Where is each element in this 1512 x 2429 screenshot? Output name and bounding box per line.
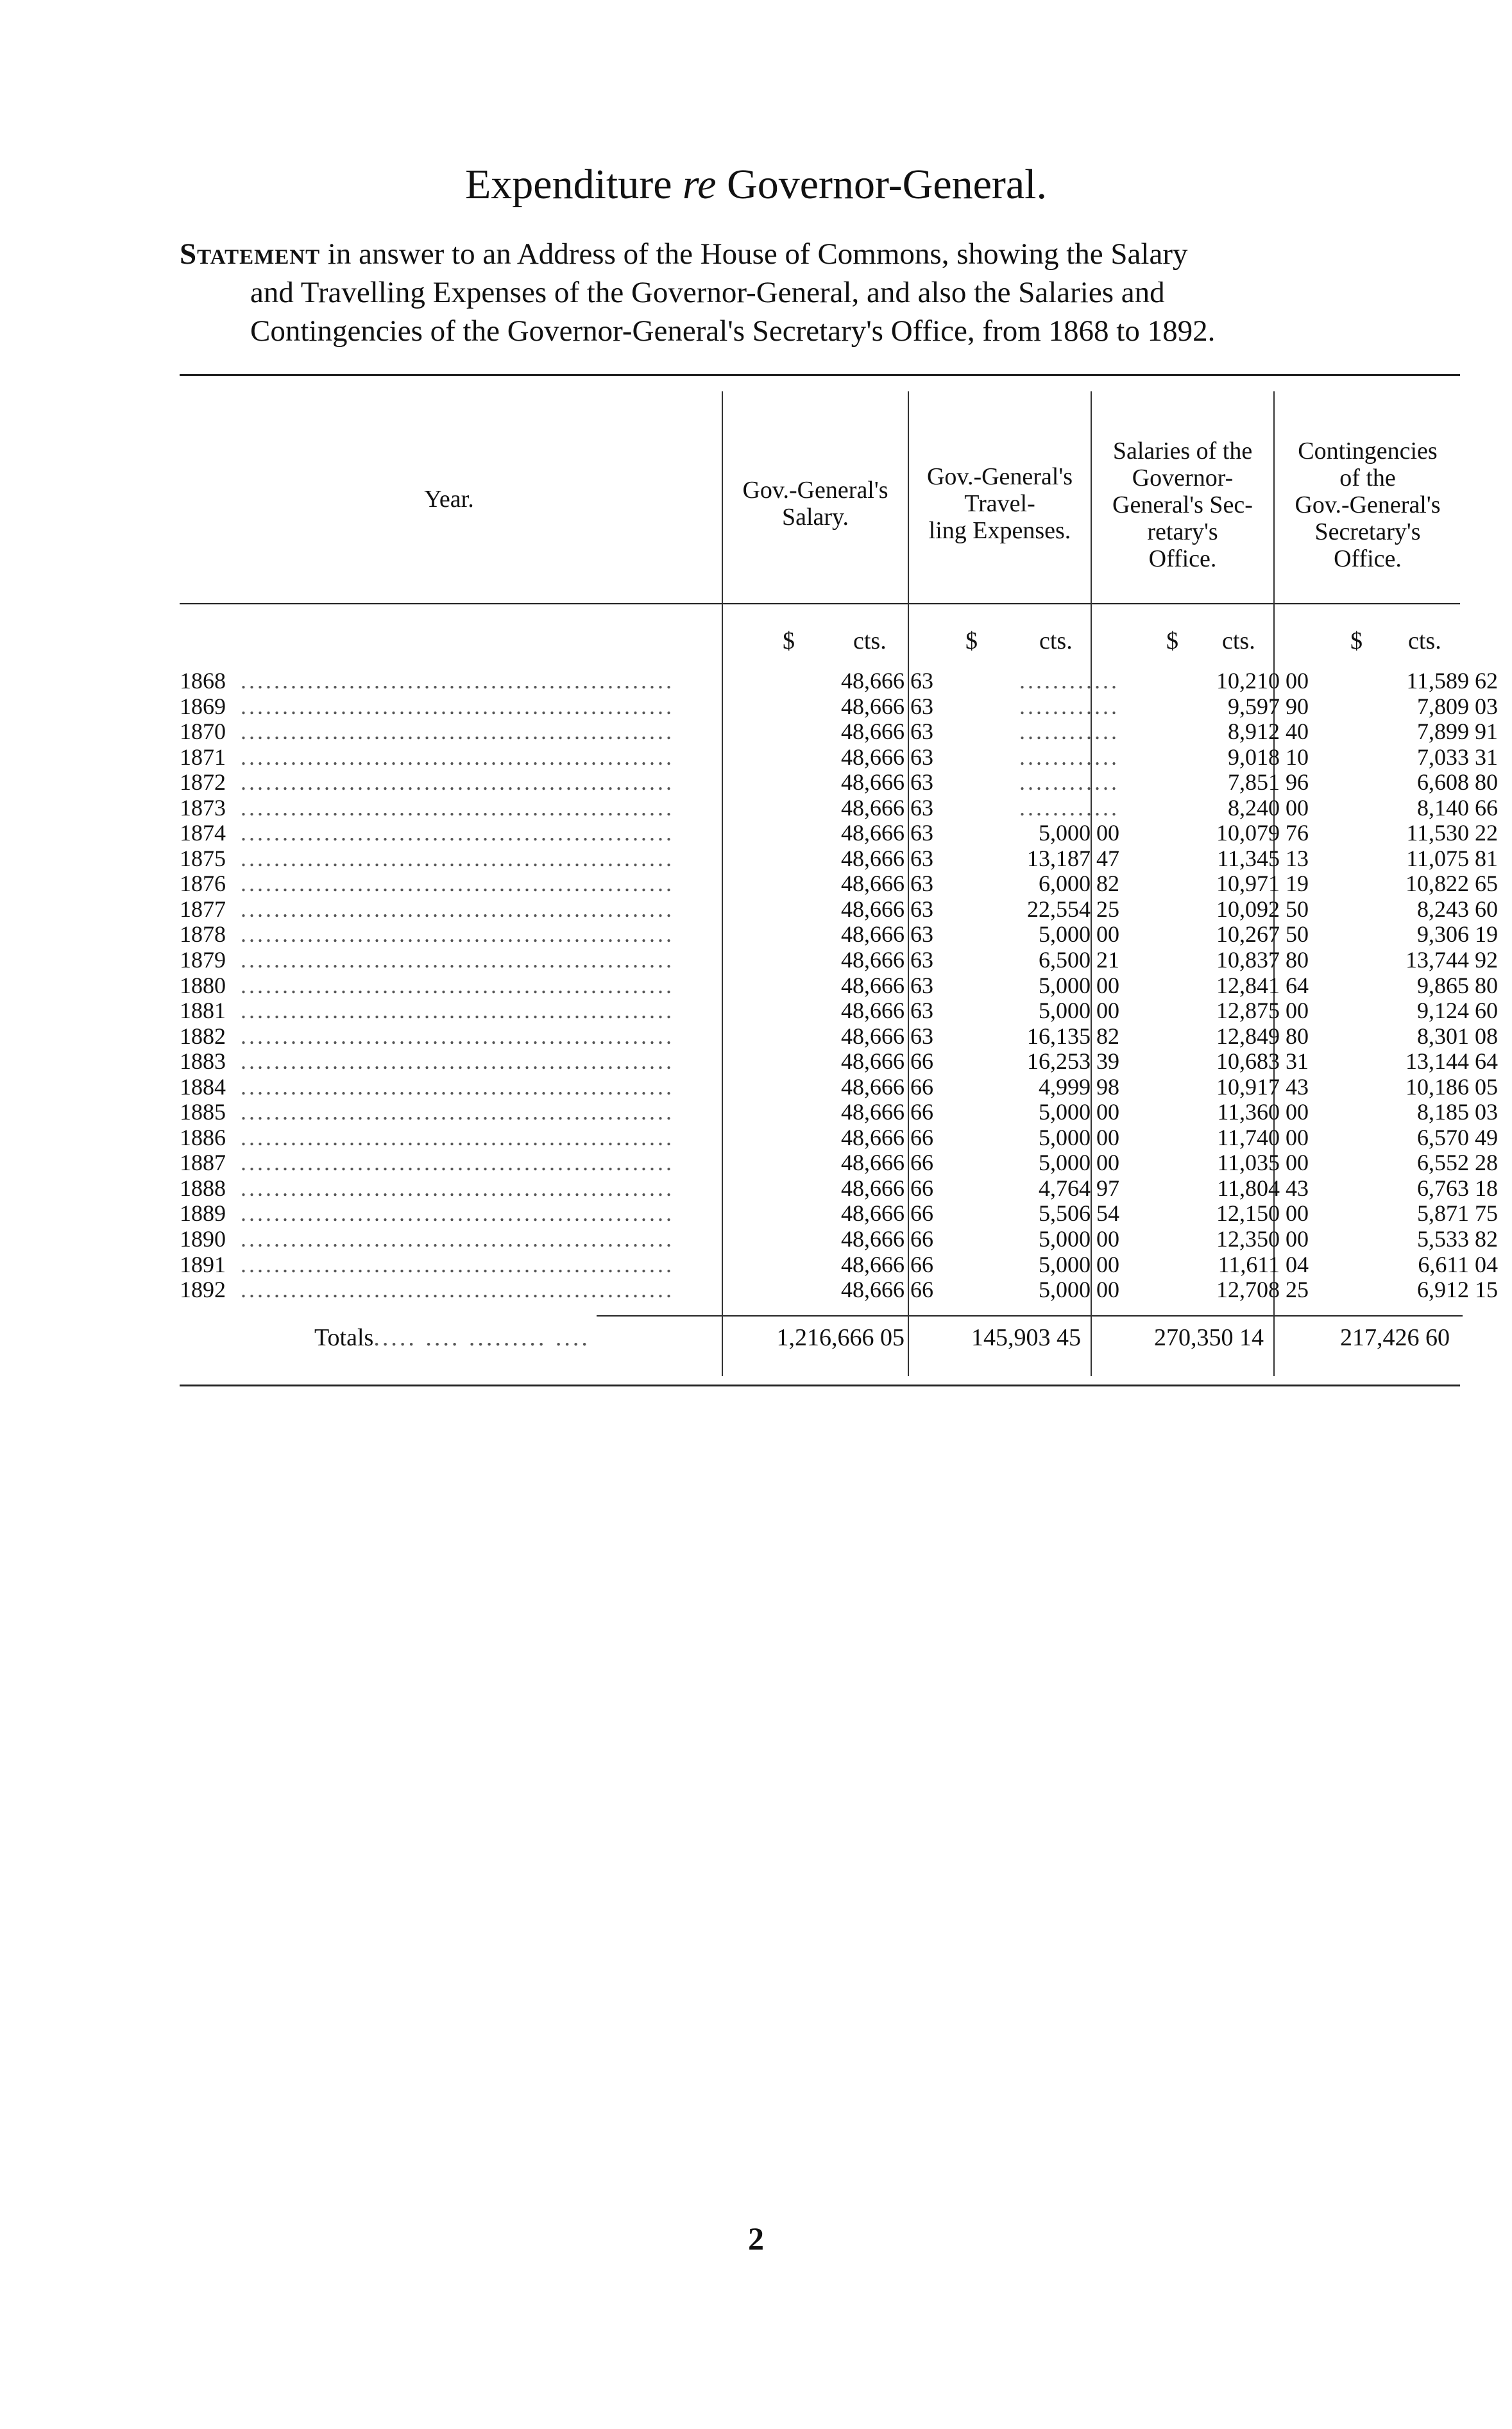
row-leader: ....................................................	[241, 719, 674, 745]
row-contingencies: 9,306 19	[1417, 921, 1498, 948]
table-row	[180, 1124, 1498, 1151]
table-row	[180, 1251, 1498, 1278]
row-travel: 6,500 21	[1039, 947, 1119, 973]
row-contingencies: 13,144 64	[1406, 1048, 1498, 1075]
header-secretary-salaries	[1092, 438, 1273, 572]
row-secretary-salaries: 12,875 00	[1216, 998, 1309, 1024]
row-salary: 48,666 66	[841, 1150, 933, 1176]
units-cents-3: cts.	[1222, 627, 1255, 654]
row-secretary-salaries: 7,851 96	[1228, 769, 1309, 796]
header-sec-line-3: General's Sec-	[1112, 491, 1253, 518]
row-travel: 4,999 98	[1039, 1073, 1119, 1100]
header-travel-line-1: Gov.-General's	[926, 463, 1073, 490]
row-travel: ............	[1019, 693, 1119, 719]
row-year: 1886	[180, 1124, 226, 1150]
row-year: 1890	[180, 1226, 226, 1252]
row-secretary-salaries: 12,841 64	[1216, 972, 1309, 998]
units-dollar-3: $	[1166, 627, 1178, 654]
table-row	[180, 1073, 1498, 1100]
row-contingencies: 8,185 03	[1417, 1099, 1498, 1125]
row-contingencies: 10,822 65	[1406, 871, 1498, 897]
row-travel: ............	[1019, 668, 1119, 694]
row-secretary-salaries: 8,912 40	[1228, 719, 1309, 745]
row-salary: 48,666 66	[841, 1073, 933, 1100]
row-year: 1876	[180, 871, 226, 897]
row-year: 1875	[180, 845, 226, 871]
units-dollar-4: $	[1350, 627, 1363, 654]
row-travel: 5,506 54	[1039, 1200, 1119, 1227]
row-contingencies: 9,865 80	[1417, 972, 1498, 998]
row-year: 1881	[180, 998, 226, 1024]
table-row	[180, 947, 1498, 973]
row-year: 1885	[180, 1099, 226, 1125]
table-row	[180, 972, 1498, 999]
row-contingencies: 7,809 03	[1417, 693, 1498, 719]
row-salary: 48,666 63	[841, 668, 933, 694]
row-year: 1889	[180, 1200, 226, 1227]
row-salary: 48,666 63	[841, 794, 933, 821]
row-contingencies: 11,530 22	[1406, 820, 1498, 846]
row-salary: 48,666 63	[841, 769, 933, 796]
row-salary: 48,666 63	[841, 845, 933, 871]
row-leader: ....................................................	[241, 821, 674, 846]
row-salary: 48,666 63	[841, 871, 933, 897]
row-leader: ....................................................	[241, 795, 674, 821]
title-after: Governor-General.	[716, 161, 1048, 208]
header-cont-line-5: Office.	[1334, 545, 1402, 572]
header-sec-line-1: Salaries of the	[1112, 438, 1253, 464]
table-row	[180, 1226, 1498, 1252]
row-contingencies: 5,871 75	[1417, 1200, 1498, 1227]
row-leader: ....................................................	[241, 1049, 674, 1075]
row-travel: 13,187 47	[1027, 845, 1119, 871]
row-travel: 5,000 00	[1039, 1099, 1119, 1125]
header-cont-line-1: Contingencies	[1298, 438, 1438, 464]
row-leader: ....................................................	[241, 846, 674, 871]
title-before: Expenditure	[464, 161, 683, 208]
row-secretary-salaries: 8,240 00	[1228, 794, 1309, 821]
row-year: 1870	[180, 719, 226, 745]
row-leader: ....................................................	[241, 1074, 674, 1100]
units-cents-1: cts.	[853, 627, 887, 654]
row-contingencies: 9,124 60	[1417, 998, 1498, 1024]
table-row	[180, 871, 1498, 897]
row-secretary-salaries: 9,018 10	[1228, 744, 1309, 770]
row-secretary-salaries: 10,210 00	[1216, 668, 1309, 694]
header-travel	[909, 463, 1091, 544]
row-salary: 48,666 63	[841, 744, 933, 770]
row-contingencies: 5,533 82	[1417, 1226, 1498, 1252]
statement-paragraph	[180, 235, 1459, 350]
row-leader: ....................................................	[241, 669, 674, 694]
row-year: 1888	[180, 1175, 226, 1201]
header-sec-line-4: retary's	[1147, 518, 1218, 545]
row-secretary-salaries: 11,345 13	[1217, 845, 1309, 871]
row-salary: 48,666 63	[841, 972, 933, 998]
row-contingencies: 8,140 66	[1417, 794, 1498, 821]
row-year: 1877	[180, 896, 226, 922]
row-year: 1891	[180, 1251, 226, 1277]
row-travel: ............	[1019, 769, 1119, 796]
row-secretary-salaries: 10,837 80	[1216, 947, 1309, 973]
row-leader: ....................................................	[241, 973, 674, 998]
row-leader: ....................................................	[241, 896, 674, 922]
page-title	[0, 159, 1512, 210]
row-travel: 6,000 82	[1039, 871, 1119, 897]
row-salary: 48,666 63	[841, 719, 933, 745]
row-salary: 48,666 66	[841, 1251, 933, 1277]
row-travel: 5,000 00	[1039, 820, 1119, 846]
row-year: 1871	[180, 744, 226, 770]
header-travel-line-2: Travel-	[964, 490, 1035, 517]
row-contingencies: 6,912 15	[1417, 1277, 1498, 1303]
row-secretary-salaries: 10,079 76	[1216, 820, 1309, 846]
row-salary: 48,666 63	[841, 1023, 933, 1049]
row-year: 1873	[180, 794, 226, 821]
statement-line-3: Contingencies of the Governor-General's Secretary's Office, from 1868 to 1892.	[250, 314, 1216, 348]
row-leader: ....................................................	[241, 1227, 674, 1252]
header-salary	[723, 477, 908, 531]
row-contingencies: 6,608 80	[1417, 769, 1498, 796]
row-secretary-salaries: 10,267 50	[1216, 921, 1309, 948]
row-travel: ............	[1019, 744, 1119, 770]
totals-salary: 1,216,666 05	[776, 1324, 905, 1351]
header-travel-line-3: ling Expenses.	[928, 517, 1071, 544]
header-sec-line-2: Governor-	[1132, 464, 1234, 491]
row-travel: 4,764 97	[1039, 1175, 1119, 1201]
row-year: 1879	[180, 947, 226, 973]
row-secretary-salaries: 11,360 00	[1217, 1099, 1309, 1125]
table-row	[180, 719, 1498, 745]
header-cont-line-3: Gov.-General's	[1295, 491, 1441, 518]
table-row	[180, 921, 1498, 948]
row-travel: 5,000 00	[1039, 998, 1119, 1024]
row-contingencies: 10,186 05	[1406, 1073, 1498, 1100]
table-row	[180, 1200, 1498, 1227]
row-salary: 48,666 66	[841, 1048, 933, 1075]
row-contingencies: 6,552 28	[1417, 1150, 1498, 1176]
row-year: 1884	[180, 1073, 226, 1100]
row-contingencies: 6,763 18	[1417, 1175, 1498, 1201]
row-salary: 48,666 66	[841, 1124, 933, 1150]
totals-leader: ..... .... ......... ....	[373, 1324, 590, 1351]
row-leader: ....................................................	[241, 1150, 674, 1176]
row-salary: 48,666 66	[841, 1175, 933, 1201]
row-year: 1874	[180, 820, 226, 846]
row-year: 1887	[180, 1150, 226, 1176]
table-row	[180, 820, 1498, 846]
row-contingencies: 7,033 31	[1417, 744, 1498, 770]
row-secretary-salaries: 10,683 31	[1216, 1048, 1309, 1075]
totals-label	[314, 1324, 590, 1352]
row-travel: 5,000 00	[1039, 1226, 1119, 1252]
row-salary: 48,666 66	[841, 1226, 933, 1252]
row-year: 1883	[180, 1048, 226, 1075]
row-leader: ....................................................	[241, 770, 674, 796]
statement-line-1-text: in answer to an Address of the House of Commons, showing the Salary	[320, 237, 1188, 271]
units-cents-2: cts.	[1039, 627, 1073, 654]
row-secretary-salaries: 11,035 00	[1217, 1150, 1309, 1176]
row-secretary-salaries: 11,804 43	[1217, 1175, 1309, 1201]
header-sec-line-5: Office.	[1148, 545, 1217, 572]
table-row	[180, 845, 1498, 872]
row-year: 1880	[180, 972, 226, 998]
table-row	[180, 1048, 1498, 1075]
totals-contingencies: 217,426 60	[1340, 1324, 1450, 1351]
header-cont-line-4: Secretary's	[1314, 518, 1421, 545]
row-travel: 5,000 00	[1039, 921, 1119, 948]
row-leader: ....................................................	[241, 1100, 674, 1125]
row-secretary-salaries: 11,740 00	[1217, 1124, 1309, 1150]
row-salary: 48,666 63	[841, 998, 933, 1024]
row-leader: ....................................................	[241, 1023, 674, 1049]
row-salary: 48,666 66	[841, 1200, 933, 1227]
row-year: 1878	[180, 921, 226, 948]
totals-top-rule	[597, 1315, 1463, 1317]
table-bottom-rule	[180, 1385, 1460, 1386]
header-year: Year.	[424, 486, 474, 513]
row-year: 1882	[180, 1023, 226, 1049]
units-dollar-2: $	[965, 627, 978, 654]
row-travel: 22,554 25	[1027, 896, 1119, 922]
row-salary: 48,666 66	[841, 1277, 933, 1303]
units-cents-4: cts.	[1408, 627, 1441, 654]
row-secretary-salaries: 12,350 00	[1216, 1226, 1309, 1252]
statement-lead: Statement	[180, 237, 321, 271]
row-secretary-salaries: 10,092 50	[1216, 896, 1309, 922]
table-row	[180, 693, 1498, 720]
table-row	[180, 998, 1498, 1024]
row-salary: 48,666 63	[841, 820, 933, 846]
statement-line-1	[180, 235, 1459, 273]
row-secretary-salaries: 10,971 19	[1216, 871, 1309, 897]
row-secretary-salaries: 9,597 90	[1228, 693, 1309, 719]
header-bottom-rule	[180, 603, 1460, 604]
row-contingencies: 6,611 04	[1418, 1251, 1498, 1277]
totals-travel: 145,903 45	[971, 1324, 1081, 1351]
row-secretary-salaries: 10,917 43	[1216, 1073, 1309, 1100]
table-row	[180, 1150, 1498, 1176]
row-secretary-salaries: 12,849 80	[1216, 1023, 1309, 1049]
table-row	[180, 1277, 1498, 1303]
row-contingencies: 8,301 08	[1417, 1023, 1498, 1049]
row-secretary-salaries: 11,611 04	[1218, 1251, 1309, 1277]
header-salary-line-2: Salary.	[781, 504, 849, 531]
row-leader: ....................................................	[241, 694, 674, 719]
header-salary-line-1: Gov.-General's	[742, 477, 888, 504]
row-salary: 48,666 63	[841, 693, 933, 719]
header-contingencies	[1275, 438, 1461, 572]
row-secretary-salaries: 12,150 00	[1216, 1200, 1309, 1227]
row-travel: ............	[1019, 719, 1119, 745]
row-contingencies: 13,744 92	[1406, 947, 1498, 973]
row-travel: 5,000 00	[1039, 1124, 1119, 1150]
row-travel: 16,253 39	[1027, 1048, 1119, 1075]
row-leader: ....................................................	[241, 922, 674, 948]
row-leader: ....................................................	[241, 1252, 674, 1277]
row-leader: ....................................................	[241, 998, 674, 1024]
table-row	[180, 896, 1498, 923]
row-contingencies: 11,075 81	[1406, 845, 1498, 871]
row-leader: ....................................................	[241, 744, 674, 770]
table-row	[180, 1175, 1498, 1202]
row-salary: 48,666 63	[841, 921, 933, 948]
row-year: 1868	[180, 668, 226, 694]
table-row	[180, 1099, 1498, 1125]
row-travel: 5,000 00	[1039, 1251, 1119, 1277]
row-leader: ....................................................	[241, 1201, 674, 1227]
table-row	[180, 744, 1498, 771]
header-cont-line-2: of the	[1339, 464, 1396, 491]
title-italic: re	[683, 161, 717, 208]
row-leader: ....................................................	[241, 948, 674, 973]
row-leader: ....................................................	[241, 1277, 674, 1303]
table-row	[180, 668, 1498, 694]
statement-line-2: and Travelling Expenses of the Governor-General, and also the Salaries and	[250, 276, 1165, 309]
table-top-rule	[180, 374, 1460, 376]
row-salary: 48,666 66	[841, 1099, 933, 1125]
totals-secretary: 270,350 14	[1154, 1324, 1264, 1351]
units-dollar-1: $	[783, 627, 795, 654]
row-leader: ....................................................	[241, 1125, 674, 1150]
row-travel: 5,000 00	[1039, 972, 1119, 998]
row-leader: ....................................................	[241, 1175, 674, 1201]
row-travel: ............	[1019, 794, 1119, 821]
row-secretary-salaries: 12,708 25	[1216, 1277, 1309, 1303]
row-contingencies: 11,589 62	[1406, 668, 1498, 694]
row-contingencies: 6,570 49	[1417, 1124, 1498, 1150]
row-leader: ....................................................	[241, 871, 674, 897]
totals-label-text: Totals	[314, 1324, 374, 1351]
row-contingencies: 8,243 60	[1417, 896, 1498, 922]
row-contingencies: 7,899 91	[1417, 719, 1498, 745]
table-row	[180, 1023, 1498, 1050]
table-row	[180, 769, 1498, 796]
row-travel: 5,000 00	[1039, 1277, 1119, 1303]
page-number: 2	[748, 2220, 764, 2256]
row-year: 1872	[180, 769, 226, 796]
row-travel: 16,135 82	[1027, 1023, 1119, 1049]
row-year: 1869	[180, 693, 226, 719]
row-travel: 5,000 00	[1039, 1150, 1119, 1176]
row-salary: 48,666 63	[841, 947, 933, 973]
table-row	[180, 794, 1498, 821]
data-rows	[180, 668, 1498, 1303]
row-salary: 48,666 63	[841, 896, 933, 922]
row-year: 1892	[180, 1277, 226, 1303]
